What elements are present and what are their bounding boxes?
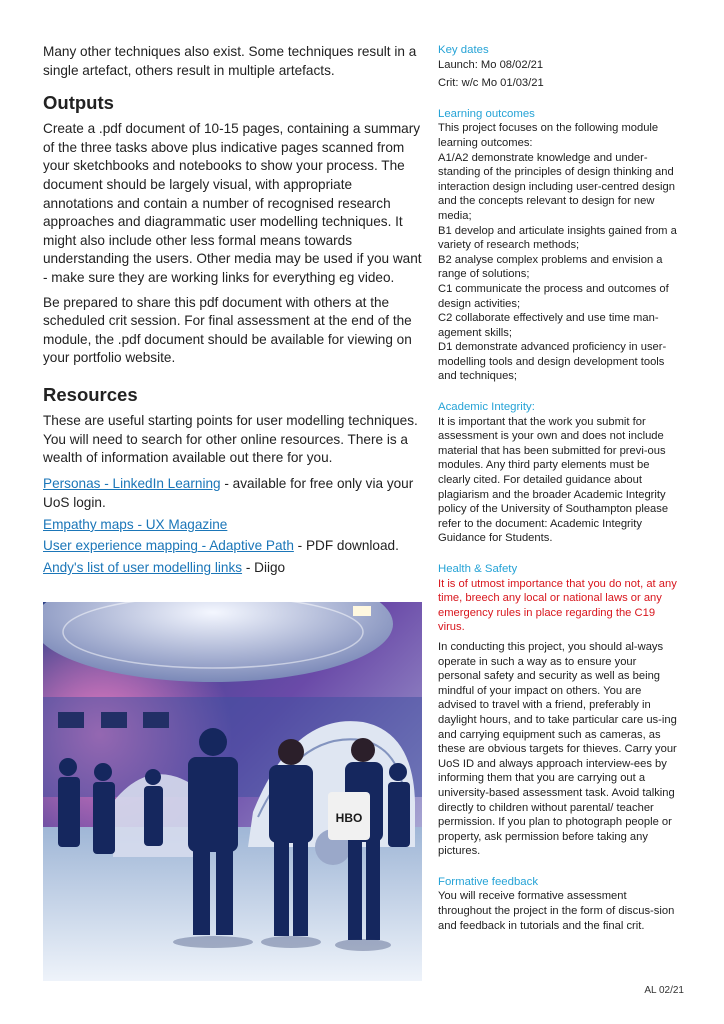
outputs-paragraph-1: Create a .pdf document of 10-15 pages, containing a summary of the three tasks above plus indicative pages scanned from your sketchbooks and notebooks to show your process. The document should be largely visual, with appropriate annotations and contain a number of recognised research approaches and diagrammatic user modelling techniques. It might also include other less formal means towards understanding the users. Other media may be used if you want - make sure they are working links for everything eg video. — [43, 121, 422, 285]
event-photo — [43, 602, 422, 981]
andys-list-link[interactable]: Andy's list of user modelling links — [43, 560, 243, 576]
formative-feedback-text: You will receive formative assessment throughout the project in the form of discus-sion and feedback in tutorials and the final crit. — [438, 890, 675, 932]
formative-feedback-heading: Formative feedback — [438, 875, 539, 888]
key-dates-section — [438, 43, 682, 91]
academic-integrity-section — [438, 400, 682, 546]
crit-date: Crit: w/c Mo 01/03/21 — [438, 77, 544, 90]
launch-date: Launch: Mo 08/02/21 — [438, 58, 544, 71]
formative-feedback-section — [438, 875, 682, 933]
main-column — [43, 43, 423, 580]
learning-outcomes-section — [438, 107, 682, 384]
outcome-item: B1 develop and articulate insights gained from a variety of research methods; — [438, 224, 677, 252]
event-photo-illustration — [43, 602, 422, 981]
health-safety-heading: Health & Safety — [438, 563, 518, 575]
outcome-item: D1 demonstrate advanced proficiency in user-modelling tools and design development tools and techniques; — [438, 341, 667, 383]
ux-mapping-note: - PDF download. — [293, 538, 399, 554]
ux-mapping-link[interactable]: User experience mapping - Adaptive Path — [43, 538, 294, 554]
outcome-item: C1 communicate the process and outcomes of design activities; — [438, 282, 669, 310]
sidebar-column — [438, 43, 682, 949]
outputs-paragraph-2: Be prepared to share this pdf document with others at the scheduled crit session. For final assessment at the end of the module, the .pdf document should be available for viewing on your portfolio website. — [43, 294, 412, 366]
resource-item-ux-mapping — [43, 536, 423, 556]
outcome-item: C2 collaborate effectively and use time man-agement skills; — [438, 312, 659, 339]
health-safety-warning: It is of utmost importance that you do not, at any time, breech any local or national laws or any emergency rules in place regarding the C19 virus. — [438, 577, 677, 634]
academic-integrity-text: It is important that the work you submit for assessment is your own and does not include material that has been submitted for previ-ous modules. Any third party elements must be clearly cited. For detailed guidance about plagiarism and the broader Academic Integrity policy of the University of Southampton please refer to the document: Academic Integrity Guidance for Students. — [438, 415, 669, 545]
resource-item-empathy — [43, 515, 423, 535]
outcome-item: A1/A2 demonstrate knowledge and under-standing of the principles of design thinking and interaction design including user-centred design and the concepts relevant to design for new media; — [438, 151, 675, 222]
resources-paragraph: These are useful starting points for user modelling techniques. You will need to search for other online resources. There is a wealth of information available out there for you. — [43, 412, 418, 466]
resource-item-personas — [43, 474, 423, 513]
health-safety-section — [438, 562, 682, 859]
outcome-item: B2 analyse complex problems and envision a range of solutions; — [438, 253, 663, 281]
learning-outcomes-heading: Learning outcomes — [438, 107, 535, 120]
learning-outcomes-intro: This project focuses on the following module learning outcomes: — [438, 122, 659, 149]
empathy-maps-link[interactable]: Empathy maps - UX Magazine — [43, 516, 228, 532]
key-dates-heading: Key dates — [438, 44, 489, 56]
resources-heading: Resources — [43, 383, 138, 405]
page-footer: AL 02/21 — [644, 985, 684, 996]
health-safety-text: In conducting this project, you should al-ways operate in such a way as to ensure your personal safety and security as well as being mindful of your impact on others. You are advised to travel with a friend, preferably in daylight hours, and to take particular care us-ing and carrying equipment such as cameras, as these are obvious targets for thieves. Carry your UoS ID and always approach interview-ees by informing them that you are carrying out a university-based assessment task. Avoid talking directly to children without parental/ teacher permission. If you plan to photograph people or property, ask permission before taking any pictures. — [438, 640, 677, 858]
personas-note: - available for free only via your UoS login. — [43, 475, 414, 511]
outputs-heading: Outputs — [43, 92, 114, 114]
tote-bag-text: HBO — [335, 811, 363, 825]
academic-integrity-heading: Academic Integrity: — [438, 401, 535, 414]
personas-link[interactable]: Personas - LinkedIn Learning — [43, 475, 221, 491]
andys-list-note: - Diigo — [242, 560, 286, 576]
intro-paragraph: Many other techniques also exist. Some techniques result in a single artefact, others result in multiple artefacts. — [43, 44, 417, 78]
resource-item-andys-list — [43, 558, 423, 578]
